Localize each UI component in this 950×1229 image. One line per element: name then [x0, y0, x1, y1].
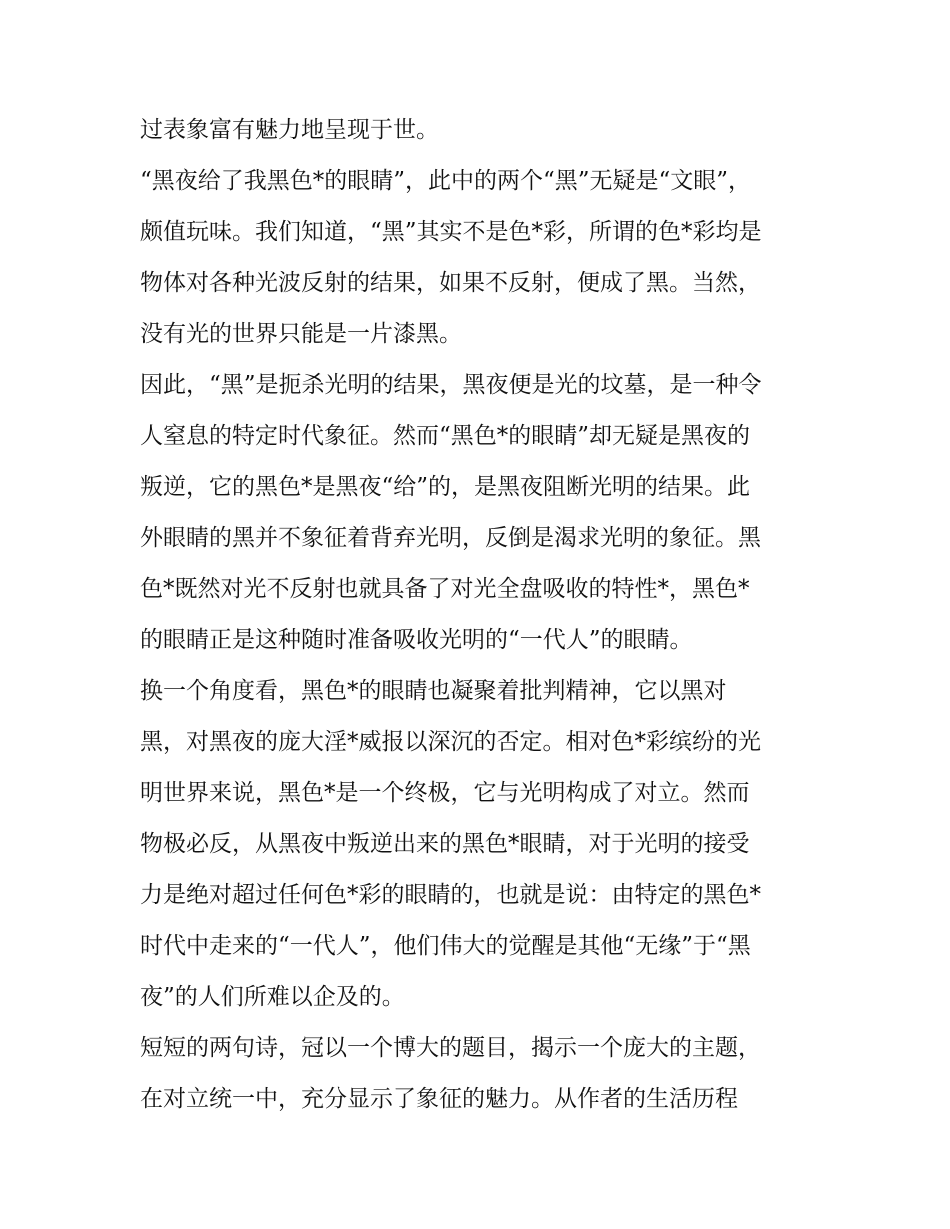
text-line: 黑，对黑夜的庞大淫*威报以深沉的否定。相对色*彩缤纷的光: [140, 729, 761, 755]
text-line: 因此，“黑”是扼杀光明的结果，黑夜便是光的坟墓，是一种令: [140, 372, 762, 398]
text-line: 夜”的人们所难以企及的。: [140, 984, 405, 1010]
text-line: 外眼睛的黑并不象征着背弃光明，反倒是渴求光明的象征。黑: [140, 525, 761, 551]
text-line: 短短的两句诗，冠以一个博大的题目，揭示一个庞大的主题，: [140, 1035, 761, 1061]
text-line: 的眼睛正是这种随时准备吸收光明的“一代人”的眼睛。: [140, 627, 693, 653]
text-line: 颇值玩味。我们知道，“黑”其实不是色*彩，所谓的色*彩均是: [140, 219, 762, 245]
body-text: [140, 105, 820, 1125]
text-line: 物极必反，从黑夜中叛逆出来的黑色*眼睛，对于光明的接受: [140, 831, 750, 857]
text-line: 换一个角度看，黑色*的眼睛也凝聚着批判精神，它以黑对: [140, 678, 727, 704]
text-line: 物体对各种光波反射的结果，如果不反射，便成了黑。当然，: [140, 270, 761, 296]
text-line: 过表象富有魅力地呈现于世。: [140, 117, 439, 143]
text-line: 人窒息的特定时代象征。然而“黑色*的眼睛”却无疑是黑夜的: [140, 423, 751, 449]
text-line: 叛逆，它的黑色*是黑夜“给”的，是黑夜阻断光明的结果。此: [140, 474, 751, 500]
text-line: 在对立统一中，充分显示了象征的魅力。从作者的生活历程: [140, 1086, 738, 1112]
text-line: 明世界来说，黑色*是一个终极，它与光明构成了对立。然而: [140, 780, 750, 806]
text-line: 色*既然对光不反射也就具备了对光全盘吸收的特性*，黑色*: [140, 576, 750, 602]
text-line: 没有光的世界只能是一片漆黑。: [140, 321, 462, 347]
text-line: 力是绝对超过任何色*彩的眼睛的，也就是说：由特定的黑色*: [140, 882, 761, 908]
text-line: “黑夜给了我黑色*的眼睛”，此中的两个“黑”无疑是“文眼”，: [140, 168, 752, 194]
text-line: 时代中走来的“一代人”，他们伟大的觉醒是其他“无缘”于“黑: [140, 933, 751, 959]
